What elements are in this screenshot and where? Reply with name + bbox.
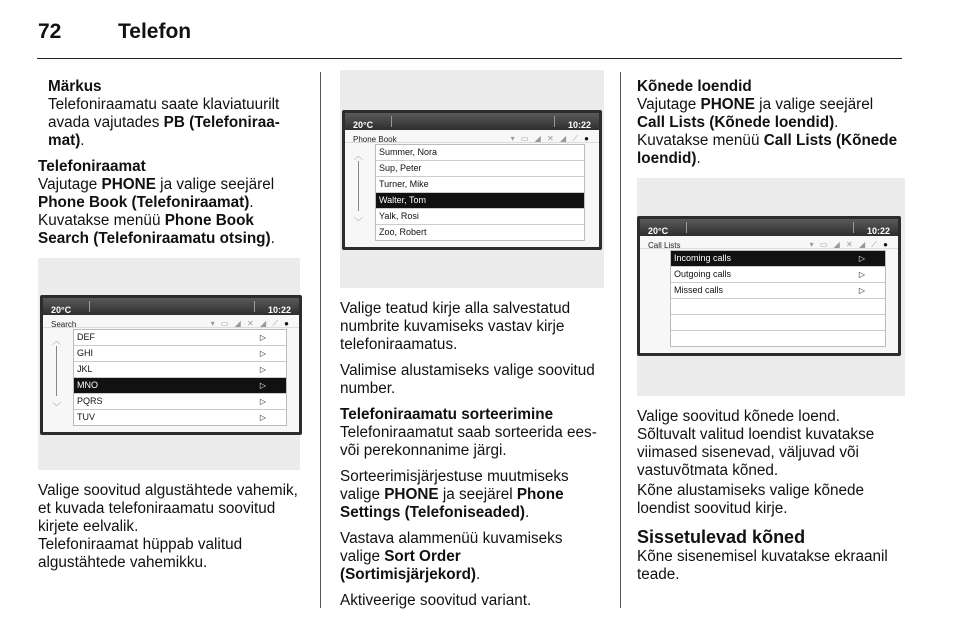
- screenshot-call-lists: [637, 178, 905, 396]
- list-item[interactable]: [74, 394, 286, 410]
- list-item[interactable]: [671, 251, 885, 267]
- list-item[interactable]: [376, 193, 584, 209]
- chevron-right-icon: ▷: [858, 270, 865, 279]
- status-separator: [89, 301, 90, 312]
- text: Valige soovitud kõnede loend.: [637, 408, 840, 425]
- list-item[interactable]: [376, 145, 584, 161]
- text-bold: PHONE: [384, 486, 439, 503]
- temperature: 20°C: [353, 120, 374, 130]
- text: Kuvatakse menüü: [637, 132, 764, 149]
- section-sorting: [340, 406, 604, 460]
- section-phonebook: [38, 158, 300, 248]
- text: ja valige seejärel: [754, 96, 874, 113]
- list-item-label: Yalk, Rosi: [379, 211, 419, 221]
- text: Vajutage: [38, 176, 102, 193]
- list-item[interactable]: [376, 209, 584, 225]
- scroll-track: [358, 161, 359, 211]
- clock: 10:22: [866, 226, 890, 236]
- text: .: [476, 566, 481, 583]
- search-list: [73, 329, 287, 426]
- screenshot-phonebook: [340, 70, 604, 288]
- list-item-label: GHI: [77, 348, 94, 358]
- scroll-up-icon[interactable]: ︿: [354, 151, 364, 161]
- status-bar: [345, 113, 599, 130]
- text: Telefoniraamatut saab sorteerida ees- või perekonnanime järgi.: [340, 424, 597, 459]
- screenshot-search: [38, 258, 300, 470]
- column-divider-1: [320, 72, 321, 608]
- column-3: [637, 78, 905, 592]
- text: Sorteerimisjärjestuse muutmiseks valige: [340, 468, 569, 503]
- list-item[interactable]: [671, 315, 885, 331]
- list-item-label: Turner, Mike: [379, 179, 429, 189]
- section-heading-incoming: Sissetulevad kõned: [637, 527, 806, 547]
- info-icon: ●: [883, 240, 890, 249]
- note-block: [38, 78, 300, 150]
- text: Kuvatakse menüü: [38, 212, 165, 229]
- column-2: [340, 70, 604, 618]
- list-item-label: PQRS: [77, 396, 103, 406]
- status-icons: ▾ ▭ ◢ ✕ ◢ ⟋ ●: [210, 319, 291, 328]
- chevron-right-icon: ▷: [259, 413, 266, 422]
- text: .: [834, 114, 839, 131]
- chevron-right-icon: ▷: [858, 254, 865, 263]
- chevron-right-icon: ▷: [858, 286, 865, 295]
- sub-bar: [345, 130, 599, 143]
- section-title-call-lists: Kõnede loendid: [637, 78, 752, 95]
- list-item-label: TUV: [77, 412, 95, 422]
- temperature: 20°C: [51, 305, 72, 315]
- status-bar: [640, 219, 898, 236]
- note-bold: PB (Telefoniraa-mat): [48, 114, 280, 149]
- list-item[interactable]: [671, 267, 885, 283]
- list-item[interactable]: [671, 299, 885, 315]
- scroll-down-icon[interactable]: ﹀: [354, 217, 364, 227]
- list-item-label: Summer, Nora: [379, 147, 438, 157]
- phonebook-list: [375, 144, 585, 241]
- list-item[interactable]: [376, 225, 584, 240]
- list-item[interactable]: [74, 378, 286, 394]
- list-item[interactable]: [74, 362, 286, 378]
- sub-bar: [640, 236, 898, 249]
- page-title: Telefon: [118, 20, 192, 43]
- paragraph: Telefoniraamat hüppab valitud algustähtede vahemikku.: [38, 536, 243, 571]
- list-item-label: Missed calls: [674, 285, 724, 295]
- section-call-lists: [637, 78, 905, 168]
- scroll-down-icon[interactable]: ﹀: [52, 402, 62, 412]
- paragraph: [340, 468, 604, 522]
- list-item-label: MNO: [77, 380, 98, 390]
- paragraph: Valimise alustamiseks valige soovitud number.: [340, 362, 595, 397]
- column-divider-2: [620, 72, 621, 608]
- status-separator: [554, 116, 555, 127]
- text-bold: Call Lists (Kõnede loendid): [637, 132, 898, 167]
- note-title: Märkus: [48, 78, 102, 95]
- list-item-label: Sup, Peter: [379, 163, 422, 173]
- list-item-label: DEF: [77, 332, 95, 342]
- page-number: 72: [38, 20, 62, 43]
- scroll-track: [56, 346, 57, 396]
- call-lists-list: [670, 250, 886, 347]
- column-1: [38, 78, 300, 580]
- paragraph: Kõne sisenemisel kuvatakse ekraanil teade.: [637, 548, 888, 583]
- text: Vajutage: [637, 96, 701, 113]
- chevron-right-icon: ▷: [259, 349, 266, 358]
- scroll-control[interactable]: [353, 147, 367, 227]
- text: .: [249, 194, 254, 211]
- note-text: Telefoniraamatu saate klaviatuurilt avada vajutades: [48, 96, 280, 131]
- list-item[interactable]: [74, 330, 286, 346]
- text-bold: PHONE: [101, 176, 156, 193]
- sub-bar: [43, 315, 299, 328]
- header-rule: [37, 58, 902, 59]
- text: ja seejärel: [438, 486, 517, 503]
- screen-label: Search: [51, 320, 77, 329]
- status-separator: [686, 222, 687, 233]
- list-item[interactable]: [376, 161, 584, 177]
- status-separator: [391, 116, 392, 127]
- text-bold: Sort Order (Sortimisjärjekord): [340, 548, 477, 583]
- text: .: [696, 150, 701, 167]
- list-item-label: Incoming calls: [674, 253, 732, 263]
- text-bold: Phone Book (Telefoniraamat): [38, 194, 250, 211]
- chevron-right-icon: ▷: [259, 397, 266, 406]
- note-end: .: [80, 132, 85, 149]
- status-icons: ▾ ▭ ◢ ✕ ◢ ⟋ ●: [510, 134, 591, 143]
- status-bar: [43, 298, 299, 315]
- paragraph: Aktiveerige soovitud variant.: [340, 592, 532, 609]
- chevron-right-icon: ▷: [259, 365, 266, 374]
- list-item-label: JKL: [77, 364, 93, 374]
- clock: 10:22: [267, 305, 291, 315]
- text-bold: Phone Settings (Telefoniseaded): [340, 486, 564, 521]
- paragraph: Valige teatud kirje alla salvestatud numbrite kuvamiseks vastav kirje telefoniraamatus.: [340, 300, 571, 353]
- chevron-right-icon: ▷: [259, 381, 266, 390]
- paragraph: [340, 530, 604, 584]
- infotainment-screen: [40, 295, 302, 435]
- list-item-label: Zoo, Robert: [379, 227, 427, 237]
- text: .: [525, 504, 530, 521]
- info-icon: ●: [284, 319, 291, 328]
- text: .: [270, 230, 275, 247]
- section-title-sorting: Telefoniraamatu sorteerimine: [340, 406, 554, 423]
- list-item[interactable]: [671, 283, 885, 299]
- list-item[interactable]: [74, 410, 286, 425]
- paragraph: Kõne alustamiseks valige kõnede loendist soovitud kirje.: [637, 482, 865, 517]
- status-separator: [853, 222, 854, 233]
- text: Sõltuvalt valitud loendist kuvatakse viimased sisenevad, väljuvad või vastuvõtmata kõned.: [637, 426, 875, 479]
- clock: 10:22: [567, 120, 591, 130]
- screen-label: Call Lists: [648, 241, 681, 250]
- list-item[interactable]: [376, 177, 584, 193]
- paragraph: Valige soovitud algustähtede vahemik, et kuvada telefoniraamatu soovitud kirjete eelvalik.: [38, 482, 298, 535]
- status-separator: [254, 301, 255, 312]
- list-item[interactable]: [74, 346, 286, 362]
- infotainment-screen: [342, 110, 602, 250]
- list-item-label: Walter, Tom: [379, 195, 427, 205]
- scroll-control[interactable]: [51, 332, 65, 412]
- list-item[interactable]: [671, 331, 885, 346]
- screen-label: Phone Book: [353, 135, 397, 144]
- text: ja valige seejärel: [155, 176, 275, 193]
- text-bold: Call Lists (Kõnede loendid): [637, 114, 835, 131]
- text-bold: Phone Book Search (Telefoniraamatu otsing): [38, 212, 271, 247]
- section-title-phonebook: Telefoniraamat: [38, 158, 146, 175]
- paragraph: [637, 408, 905, 480]
- scroll-up-icon[interactable]: ︿: [52, 336, 62, 346]
- temperature: 20°C: [648, 226, 669, 236]
- status-icons: ▾ ▭ ◢ ✕ ◢ ⟋ ●: [809, 240, 890, 249]
- info-icon: ●: [584, 134, 591, 143]
- text-bold: PHONE: [700, 96, 755, 113]
- infotainment-screen: [637, 216, 901, 356]
- text: Vastava alammenüü kuvamiseks valige: [340, 530, 563, 565]
- list-item-label: Outgoing calls: [674, 269, 732, 279]
- chevron-right-icon: ▷: [259, 333, 266, 342]
